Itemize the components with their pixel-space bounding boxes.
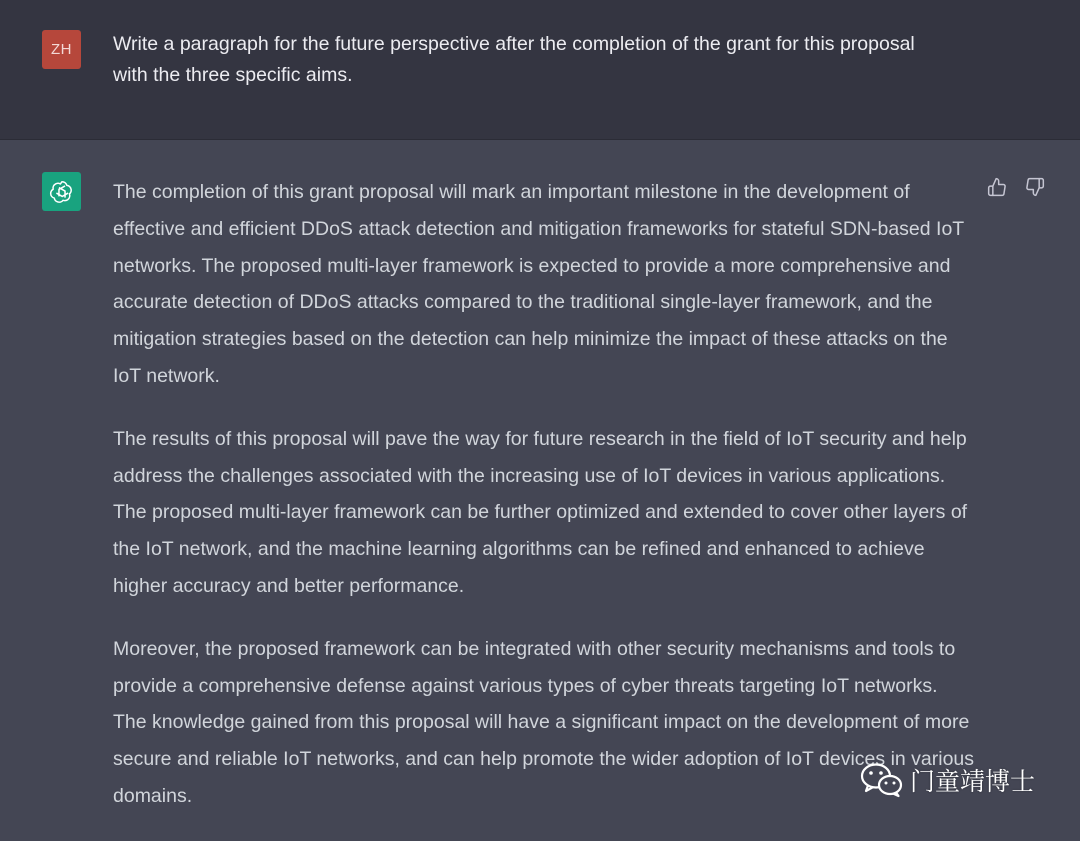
thumbs-up-button[interactable]: [986, 176, 1008, 198]
watermark-text: 门童靖博士: [910, 767, 1036, 796]
thumbs-down-icon: [1025, 177, 1045, 197]
answer-paragraph: The completion of this grant proposal will mark an important milestone in the development of effective and efficient DDoS attack detection and mitigation frameworks for stateful SDN-based IoT networks. The proposed multi-layer framework is expected to provide a more comprehensive and accurate detection of DDoS attacks compared to the traditional single-layer framework, and the mitigation strategies based on the detection can help minimize the impact of these attacks on the IoT network.: [113, 181, 964, 387]
openai-logo-icon: [48, 178, 76, 206]
wechat-icon: [860, 762, 904, 798]
user-message-row: [0, 0, 1080, 140]
assistant-avatar: [42, 172, 81, 211]
assistant-message-row: [0, 140, 1080, 830]
thumbs-up-icon: [987, 177, 1007, 197]
feedback-buttons: [986, 176, 1046, 198]
answer-paragraph: Moreover, the proposed framework can be integrated with other security mechanisms and tools to provide a comprehensive defense against various types of cyber threats targeting IoT networks. The knowledge gained from this proposal will have a significant impact on the development of more secure and reliable IoT networks, and can help promote the wider adoption of IoT devices in various domains.: [113, 637, 975, 807]
user-avatar: ZH: [42, 30, 81, 69]
thumbs-down-button[interactable]: [1024, 176, 1046, 198]
user-message-text: Write a paragraph for the future perspective after the completion of the grant for this proposal with the three specific aims.: [113, 33, 915, 86]
wechat-watermark: [860, 762, 1035, 798]
assistant-answer: [113, 174, 975, 841]
answer-paragraph: The results of this proposal will pave the way for future research in the field of IoT security and help address the challenges associated with the increasing use of IoT devices in various applications. The proposed multi-layer framework can be further optimized and extended to cover other layers of the IoT network, and the machine learning algorithms can be refined and enhanced to achieve higher accuracy and better performance.: [113, 427, 968, 597]
